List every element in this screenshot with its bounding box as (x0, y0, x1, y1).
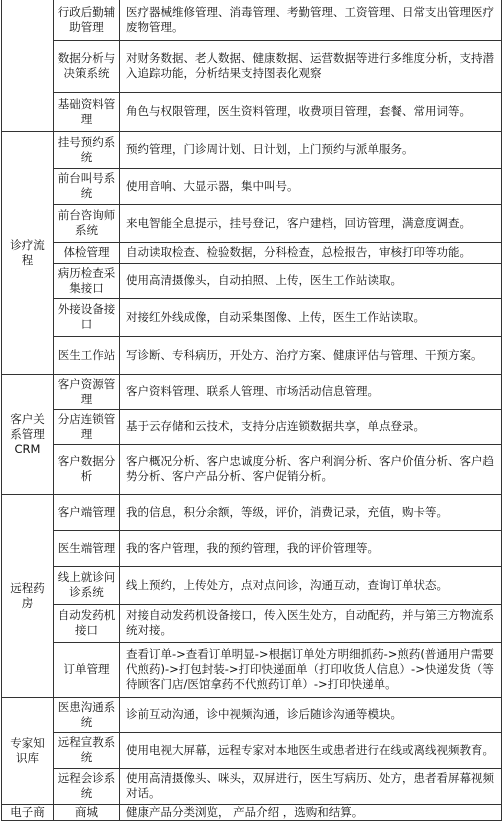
description-cell: 客户概况分析、客户忠诚度分析、客户利润分析、客户价值分析、客户趋势分析、客户产品分析、客户促销分析。 (120, 444, 502, 494)
description-cell: 使用高清摄像头、咪头，双屏进行，医生写病历、处方，患者看屏幕视频对话。 (120, 768, 502, 804)
description-cell: 基于云存储和云技术，支持分店连锁数据共享，单点登录。 (120, 409, 502, 444)
table-row (2, 566, 502, 604)
system-name-cell: 客户端管理 (54, 494, 120, 530)
system-name-cell: 体检管理 (54, 242, 120, 263)
system-name-cell: 商城 (54, 804, 120, 820)
system-name-cell: 医生端管理 (54, 530, 120, 566)
table-row (2, 40, 502, 92)
system-name-cell: 线上就诊问诊系统 (54, 566, 120, 604)
description-cell: 自动读取检查、检验数据，分科检查，总检报告，审核打印等功能。 (120, 242, 502, 263)
system-name-cell: 客户数据分析 (54, 444, 120, 494)
system-name-cell: 挂号预约系统 (54, 131, 120, 168)
table-row (2, 263, 502, 298)
table-row (2, 92, 502, 131)
system-name-cell: 行政后勤辅助管理 (54, 0, 120, 40)
description-cell: 使用音响、大显示器，集中叫号。 (120, 168, 502, 204)
table-row (2, 168, 502, 204)
description-cell: 角色与权限管理，医生资料管理，收费项目管理，套餐、常用词等。 (120, 92, 502, 131)
description-cell: 使用电视大屏幕，远程专家对本地医生或患者进行在线或离线视频教育。 (120, 732, 502, 768)
description-cell: 诊前互动沟通，诊中视频沟通，诊后随诊沟通等模块。 (120, 697, 502, 732)
description-cell: 我的客户管理，我的预约管理，我的评价管理等。 (120, 530, 502, 566)
system-name-cell: 远程宣教系统 (54, 732, 120, 768)
feature-table (1, 0, 502, 821)
table-row (2, 642, 502, 697)
system-name-cell: 病历检查采集接口 (54, 263, 120, 298)
table-row (2, 0, 502, 40)
description-cell: 使用高清摄像头，自动拍照、上传，医生工作站读取。 (120, 263, 502, 298)
description-cell: 对接自动发药机设备接口，传入医生处方，自动配药，并与第三方物流系统对接。 (120, 604, 502, 642)
description-cell: 健康产品分类浏览， 产品介绍 ，选购和结算。 (120, 804, 502, 820)
system-name-cell: 医生工作站 (54, 336, 120, 374)
category-cell: 专家知识库 (2, 697, 54, 804)
category-cell (2, 0, 54, 131)
table-row (2, 298, 502, 336)
system-name-cell: 前台叫号系统 (54, 168, 120, 204)
description-cell: 预约管理，门诊周计划、日计划，上门预约与派单服务。 (120, 131, 502, 168)
system-name-cell: 分店连锁管理 (54, 409, 120, 444)
category-cell: 客户关系管理CRM (2, 374, 54, 494)
table-row (2, 697, 502, 732)
system-name-cell: 数据分析与决策系统 (54, 40, 120, 92)
table-row (2, 374, 502, 409)
category-cell: 远程药房 (2, 494, 54, 697)
table-row (2, 336, 502, 374)
table-row (2, 530, 502, 566)
table-row (2, 131, 502, 168)
table-row (2, 732, 502, 768)
description-cell: 医疗器械维修管理、消毒管理、考勤管理、工资管理、日常支出管理医疗废物管理。 (120, 0, 502, 40)
system-name-cell: 基础资料管理 (54, 92, 120, 131)
table-row (2, 604, 502, 642)
feature-table-body (2, 0, 502, 820)
table-row (2, 768, 502, 804)
system-name-cell: 客户资源管理 (54, 374, 120, 409)
description-cell: 查看订单->查看订单明显->根据订单处方明细抓药->煎药(普通用户需要代煎药)->打包封装->打印快递面单（打印收货人信息）->快递发货（等待顾客门店/医馆拿药不代煎药订单）->打印快递单。 (120, 642, 502, 697)
category-cell: 电子商 (2, 804, 54, 820)
system-name-cell: 医患沟通系统 (54, 697, 120, 732)
system-name-cell: 前台咨询师系统 (54, 204, 120, 242)
system-name-cell: 外接设备接口 (54, 298, 120, 336)
system-name-cell: 订单管理 (54, 642, 120, 697)
table-row (2, 494, 502, 530)
description-cell: 线上预约，上传处方，点对点问诊，沟通互动，查询订单状态。 (120, 566, 502, 604)
system-name-cell: 远程会诊系统 (54, 768, 120, 804)
description-cell: 我的信息，积分余额，等级，评价，消费记录，充值，购卡等。 (120, 494, 502, 530)
description-cell: 来电智能全息提示，挂号登记，客户建档，回访管理，满意度调查。 (120, 204, 502, 242)
category-cell: 诊疗流程 (2, 131, 54, 374)
table-row (2, 242, 502, 263)
table-row (2, 204, 502, 242)
description-cell: 客户资料管理、联系人管理、市场活动信息管理。 (120, 374, 502, 409)
table-row (2, 444, 502, 494)
description-cell: 对接红外线成像，自动采集图像、上传，医生工作站读取。 (120, 298, 502, 336)
description-cell: 对财务数据、老人数据、健康数据、运营数据等进行多维度分析，支持潜入追踪功能，分析结果支持图表化观察 (120, 40, 502, 92)
table-row (2, 409, 502, 444)
description-cell: 写诊断、专科病历，开处方、治疗方案、健康评估与管理、干预方案。 (120, 336, 502, 374)
system-name-cell: 自动发药机接口 (54, 604, 120, 642)
